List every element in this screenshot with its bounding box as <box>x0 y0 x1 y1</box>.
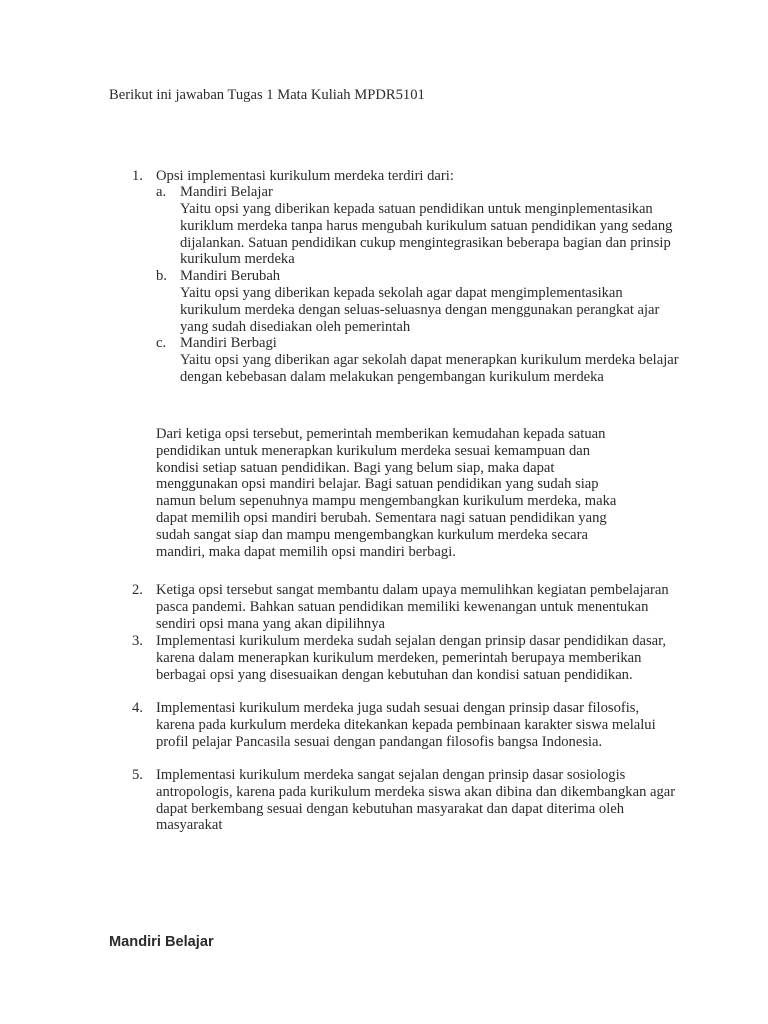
item-1-number: 1. <box>132 168 143 184</box>
subitem-c-title: Mandiri Berbagi <box>180 335 277 351</box>
subitem-c-letter: c. <box>156 335 167 351</box>
item-3-text: Implementasi kurikulum merdeka sudah sejalan dengan prinsip dasar pendidikan dasar, karena dalam menerapkan kurikulum merdeken, pemerintah berupaya memberikan berbagai opsi yang disesuaikan dengan kebutuhan dan kondisi satuan pendidikan. <box>156 633 667 683</box>
item-4-text: Implementasi kurikulum merdeka juga sudah sesuai dengan prinsip dasar filosofis, karena pada kurkulum merdeka ditekankan kepada pembinaan karakter siswa melalui profil pelajar Pancasila sesuai dengan pandangan filosofis bangsa Indonesia. <box>156 700 656 750</box>
item-2-number: 2. <box>132 582 143 598</box>
subitem-a-description: Yaitu opsi yang diberikan kepada satuan pendidikan untuk menginplementasikan kuriklum merdeka tanpa harus mengubah kurikulum satuan pendidikan yang sedang dijalankan. Satuan pendidikan cukup mengintegrasikan beberapa bagian dan prinsip kurikulum merdeka <box>180 201 673 268</box>
subitem-a-letter: a. <box>156 184 167 200</box>
section-heading-mandiri-belajar: Mandiri Belajar <box>109 934 214 950</box>
item-3-number: 3. <box>132 633 143 649</box>
item-4-number: 4. <box>132 700 143 716</box>
subitem-a-title: Mandiri Belajar <box>180 184 273 200</box>
item-2-text: Ketiga opsi tersebut sangat membantu dalam upaya memulihkan kegiatan pembelajaran pasca pandemi. Bahkan satuan pendidikan memiliki kewenangan untuk menentukan sendiri opsi mana yang akan dipilihnya <box>156 582 669 632</box>
item-5-text: Implementasi kurikulum merdeka sangat sejalan dengan prinsip dasar sosiologis antropologis, karena pada kurikulum merdeka siswa akan dibina dan dikembangkan agar dapat berkembang sesuai dengan kebutuhan masyarakat dan dapat diterima oleh masyarakat <box>156 767 676 834</box>
document-heading: Berikut ini jawaban Tugas 1 Mata Kuliah MPDR5101 <box>109 87 425 103</box>
subitem-b-letter: b. <box>156 268 167 284</box>
subitem-b-title: Mandiri Berubah <box>180 268 281 284</box>
subitem-b-description: Yaitu opsi yang diberikan kepada sekolah agar dapat mengimplementasikan kurikulum merdeka dengan seluas-seluasnya dengan menggunakan perangkat ajar yang sudah disediakan oleh pemerintah <box>180 285 660 335</box>
item-1-text: Opsi implementasi kurikulum merdeka terdiri dari: <box>156 168 454 184</box>
subitem-c-description: Yaitu opsi yang diberikan agar sekolah dapat menerapkan kurikulum merdeka belajar dengan kebebasan dalam melakukan pengembangan kurikulum merdeka <box>180 352 679 385</box>
summary-paragraph: Dari ketiga opsi tersebut, pemerintah memberikan kemudahan kepada satuan pendidikan untuk menerapkan kurikulum merdeka sesuai kemampuan dan kondisi setiap satuan pendidikan. Bagi yang belum siap, maka dapat menggunakan opsi mandiri belajar. Bagi satuan pendidikan yang sudah siap namun belum sepenuhnya mampu mengembangkan kurikulum merdeka, maka dapat memilih opsi mandiri berubah. Sementara nagi satuan pendidikan yang sudah sangat siap dan mampu mengembangkan kurkulum merdeka secara mandiri, maka dapat memilih opsi mandiri berbagi. <box>156 426 617 560</box>
item-5-number: 5. <box>132 767 143 783</box>
